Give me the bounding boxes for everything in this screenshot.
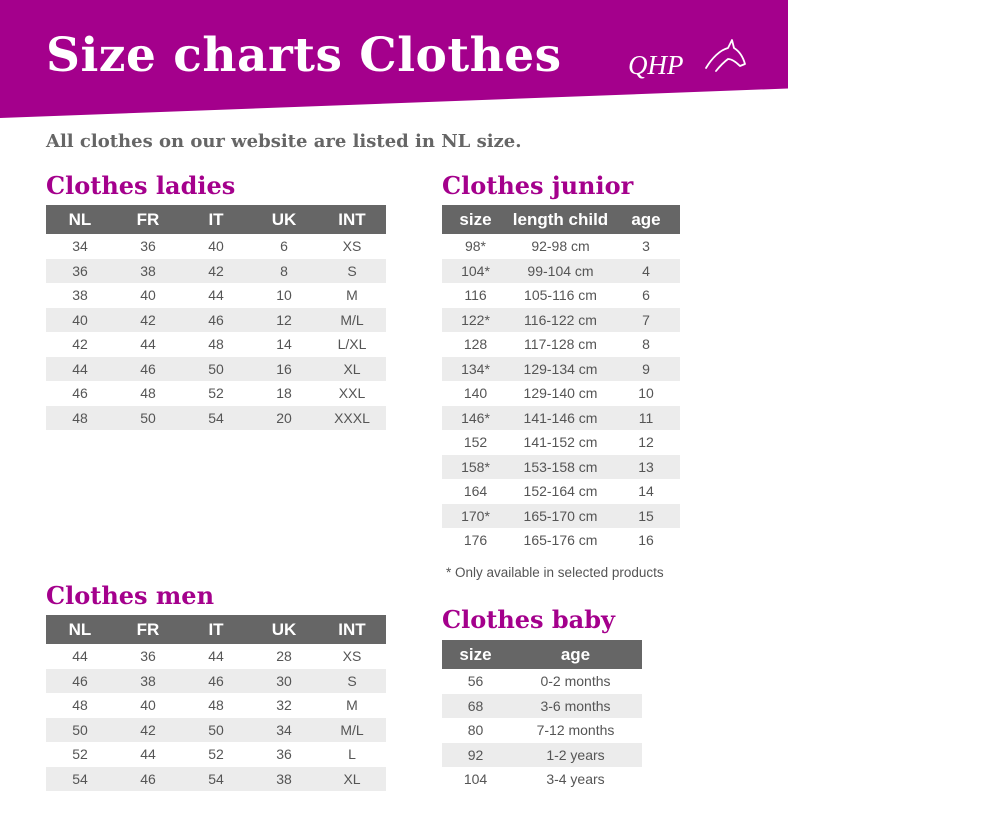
table-cell: 40 <box>140 697 156 714</box>
table-cell: 164 <box>463 483 488 500</box>
table-row <box>46 381 386 406</box>
table-cell: XXL <box>338 385 366 402</box>
horse-head-icon <box>628 38 748 82</box>
table-cell: 153-158 cm <box>509 455 612 480</box>
table-row <box>442 669 642 694</box>
table-cell: 128 <box>463 336 488 353</box>
table-cell: 92-98 cm <box>531 238 590 255</box>
table-cell: 6 <box>642 287 650 304</box>
table-cell: 16 <box>638 532 654 549</box>
table-cell: 129-134 cm <box>509 357 612 382</box>
table-row <box>46 283 386 308</box>
logo-text: QHP <box>628 50 684 80</box>
qhp-logo <box>628 38 748 82</box>
table-row <box>442 743 642 768</box>
table-cell: 40 <box>140 287 156 304</box>
table-cell: 36 <box>276 746 292 763</box>
table-cell: 170* <box>442 504 509 529</box>
table-cell: 14 <box>638 483 654 500</box>
table-cell: 104* <box>442 259 509 284</box>
table-cell: 3 <box>642 238 650 255</box>
table-cell: 152 <box>463 434 488 451</box>
table-cell: 0-2 months <box>540 673 611 690</box>
table-cell: 46 <box>182 669 250 694</box>
table-cell: XL <box>318 357 386 382</box>
table-cell: 141-146 cm <box>509 406 612 431</box>
table-row <box>442 406 680 431</box>
table-cell: 117-128 cm <box>524 336 597 353</box>
table-cell: 44 <box>140 746 156 763</box>
table-cell: S <box>318 259 386 284</box>
baby-title: Clothes baby <box>442 605 615 634</box>
table-cell: 10 <box>638 385 654 402</box>
table-cell: 52 <box>72 746 88 763</box>
table-cell: 52 <box>208 385 224 402</box>
table-cell: 38 <box>250 767 318 792</box>
table-cell: 34 <box>72 238 88 255</box>
table-header-row <box>46 205 386 234</box>
column-header: NL <box>46 205 114 234</box>
table-cell: 4 <box>612 259 680 284</box>
table-cell: 8 <box>250 259 318 284</box>
table-cell: 50 <box>182 357 250 382</box>
table-cell: 46 <box>114 357 182 382</box>
table-row <box>46 406 386 431</box>
table-row <box>442 718 642 743</box>
table-row <box>46 332 386 357</box>
column-header: INT <box>318 615 386 644</box>
table-cell: S <box>318 669 386 694</box>
table-cell: M <box>346 287 358 304</box>
table-cell: 152-164 cm <box>523 483 598 500</box>
table-cell: 54 <box>46 767 114 792</box>
table-header-row <box>46 615 386 644</box>
table-cell: M/L <box>318 308 386 333</box>
table-cell: 104 <box>463 771 488 788</box>
column-header: NL <box>46 615 114 644</box>
table-cell: 1-2 years <box>509 743 642 768</box>
table-cell: 48 <box>208 697 224 714</box>
table-cell: 146* <box>442 406 509 431</box>
table-cell: 105-116 cm <box>524 287 597 304</box>
column-header: UK <box>250 205 318 234</box>
table-cell: 42 <box>182 259 250 284</box>
table-cell: 3-6 months <box>509 694 642 719</box>
table-cell: 116 <box>464 287 487 304</box>
ladies-title: Clothes ladies <box>46 171 236 200</box>
table-cell: 176 <box>463 532 488 549</box>
table-cell: M <box>346 697 358 714</box>
table-cell: 80 <box>467 722 484 739</box>
table-row <box>442 332 680 357</box>
table-cell: 54 <box>182 767 250 792</box>
column-header: FR <box>114 205 182 234</box>
table-cell: 7-12 months <box>536 722 615 739</box>
table-cell: 50 <box>114 406 182 431</box>
table-cell: 13 <box>612 455 680 480</box>
table-cell: 34 <box>250 718 318 743</box>
table-cell: XL <box>318 767 386 792</box>
column-header: FR <box>114 615 182 644</box>
table-cell: 38 <box>114 259 182 284</box>
table-cell: 7 <box>612 308 680 333</box>
table-row <box>442 357 680 382</box>
table-cell: 48 <box>72 697 88 714</box>
men-size-table <box>46 615 386 791</box>
table-cell: XS <box>342 238 362 255</box>
table-row <box>46 718 386 743</box>
table-row <box>46 669 386 694</box>
column-header: INT <box>318 205 386 234</box>
table-cell: 36 <box>46 259 114 284</box>
junior-size-table <box>442 205 680 553</box>
table-cell: 134* <box>442 357 509 382</box>
table-cell: 12 <box>638 434 654 451</box>
table-cell: 92 <box>442 743 509 768</box>
table-cell: 15 <box>612 504 680 529</box>
table-cell: 48 <box>46 406 114 431</box>
table-cell: 165-176 cm <box>523 532 598 549</box>
table-cell: 18 <box>276 385 292 402</box>
table-cell: 52 <box>208 746 224 763</box>
table-row <box>442 528 680 553</box>
table-row <box>442 694 642 719</box>
table-cell: L/XL <box>337 336 367 353</box>
table-cell: 56 <box>467 673 484 690</box>
column-header: IT <box>182 615 250 644</box>
table-cell: 38 <box>72 287 88 304</box>
table-cell: 42 <box>114 308 182 333</box>
junior-title: Clothes junior <box>442 171 634 200</box>
table-cell: 98* <box>464 238 487 255</box>
table-row <box>46 644 386 669</box>
table-cell: 46 <box>114 767 182 792</box>
table-cell: 20 <box>250 406 318 431</box>
table-cell: 48 <box>140 385 156 402</box>
table-row <box>442 381 680 406</box>
table-cell: 8 <box>642 336 650 353</box>
table-row <box>442 430 680 455</box>
table-cell: 50 <box>182 718 250 743</box>
table-cell: 36 <box>140 648 156 665</box>
table-cell: 42 <box>72 336 88 353</box>
column-header: UK <box>250 615 318 644</box>
table-row <box>46 742 386 767</box>
table-cell: 48 <box>208 336 224 353</box>
table-row <box>442 283 680 308</box>
column-header: size <box>442 640 509 669</box>
table-cell: XXXL <box>318 406 386 431</box>
table-row <box>46 767 386 792</box>
table-row <box>442 259 680 284</box>
table-cell: 46 <box>46 669 114 694</box>
table-cell: 30 <box>250 669 318 694</box>
column-header: size <box>442 205 509 234</box>
table-cell: 44 <box>208 287 224 304</box>
table-cell: 42 <box>114 718 182 743</box>
table-cell: 6 <box>280 238 288 255</box>
table-cell: 99-104 cm <box>509 259 612 284</box>
table-cell: 46 <box>182 308 250 333</box>
table-cell: 50 <box>46 718 114 743</box>
table-cell: L <box>348 746 356 763</box>
table-row <box>46 357 386 382</box>
table-cell: 44 <box>208 648 224 665</box>
table-cell: 9 <box>612 357 680 382</box>
table-row <box>442 479 680 504</box>
table-cell: 40 <box>208 238 224 255</box>
ladies-size-table <box>46 205 386 430</box>
table-cell: 140 <box>463 385 488 402</box>
table-row <box>442 234 680 259</box>
table-cell: 165-170 cm <box>509 504 612 529</box>
table-cell: 14 <box>276 336 292 353</box>
table-cell: 32 <box>276 697 292 714</box>
table-cell: M/L <box>318 718 386 743</box>
table-cell: 16 <box>250 357 318 382</box>
table-row <box>46 308 386 333</box>
table-cell: 54 <box>182 406 250 431</box>
table-header-row <box>442 205 680 234</box>
table-cell: 68 <box>442 694 509 719</box>
table-cell: 46 <box>72 385 88 402</box>
table-cell: XS <box>342 648 362 665</box>
table-cell: 3-4 years <box>546 771 605 788</box>
table-row <box>46 259 386 284</box>
table-cell: 158* <box>442 455 509 480</box>
table-row <box>46 234 386 259</box>
table-cell: 38 <box>114 669 182 694</box>
table-cell: 116-122 cm <box>509 308 612 333</box>
table-cell: 36 <box>140 238 156 255</box>
table-cell: 12 <box>250 308 318 333</box>
column-header: length child <box>509 205 612 234</box>
table-cell: 129-140 cm <box>523 385 598 402</box>
table-cell: 11 <box>612 406 680 431</box>
column-header: IT <box>182 205 250 234</box>
table-row <box>46 693 386 718</box>
table-header-row <box>442 640 642 669</box>
table-cell: 44 <box>140 336 156 353</box>
table-row <box>442 767 642 792</box>
table-cell: 44 <box>72 648 88 665</box>
table-row <box>442 504 680 529</box>
table-cell: 40 <box>46 308 114 333</box>
baby-size-table <box>442 640 642 792</box>
junior-footnote: * Only available in selected products <box>446 565 664 580</box>
column-header: age <box>612 205 680 234</box>
table-cell: 122* <box>442 308 509 333</box>
table-row <box>442 455 680 480</box>
table-cell: 141-152 cm <box>523 434 598 451</box>
subtitle: All clothes on our website are listed in NL size. <box>46 131 522 152</box>
men-title: Clothes men <box>46 581 215 610</box>
table-cell: 28 <box>276 648 292 665</box>
table-row <box>442 308 680 333</box>
table-cell: 10 <box>276 287 292 304</box>
page-title: Size charts Clothes <box>46 28 562 83</box>
column-header: age <box>509 640 642 669</box>
table-cell: 44 <box>46 357 114 382</box>
